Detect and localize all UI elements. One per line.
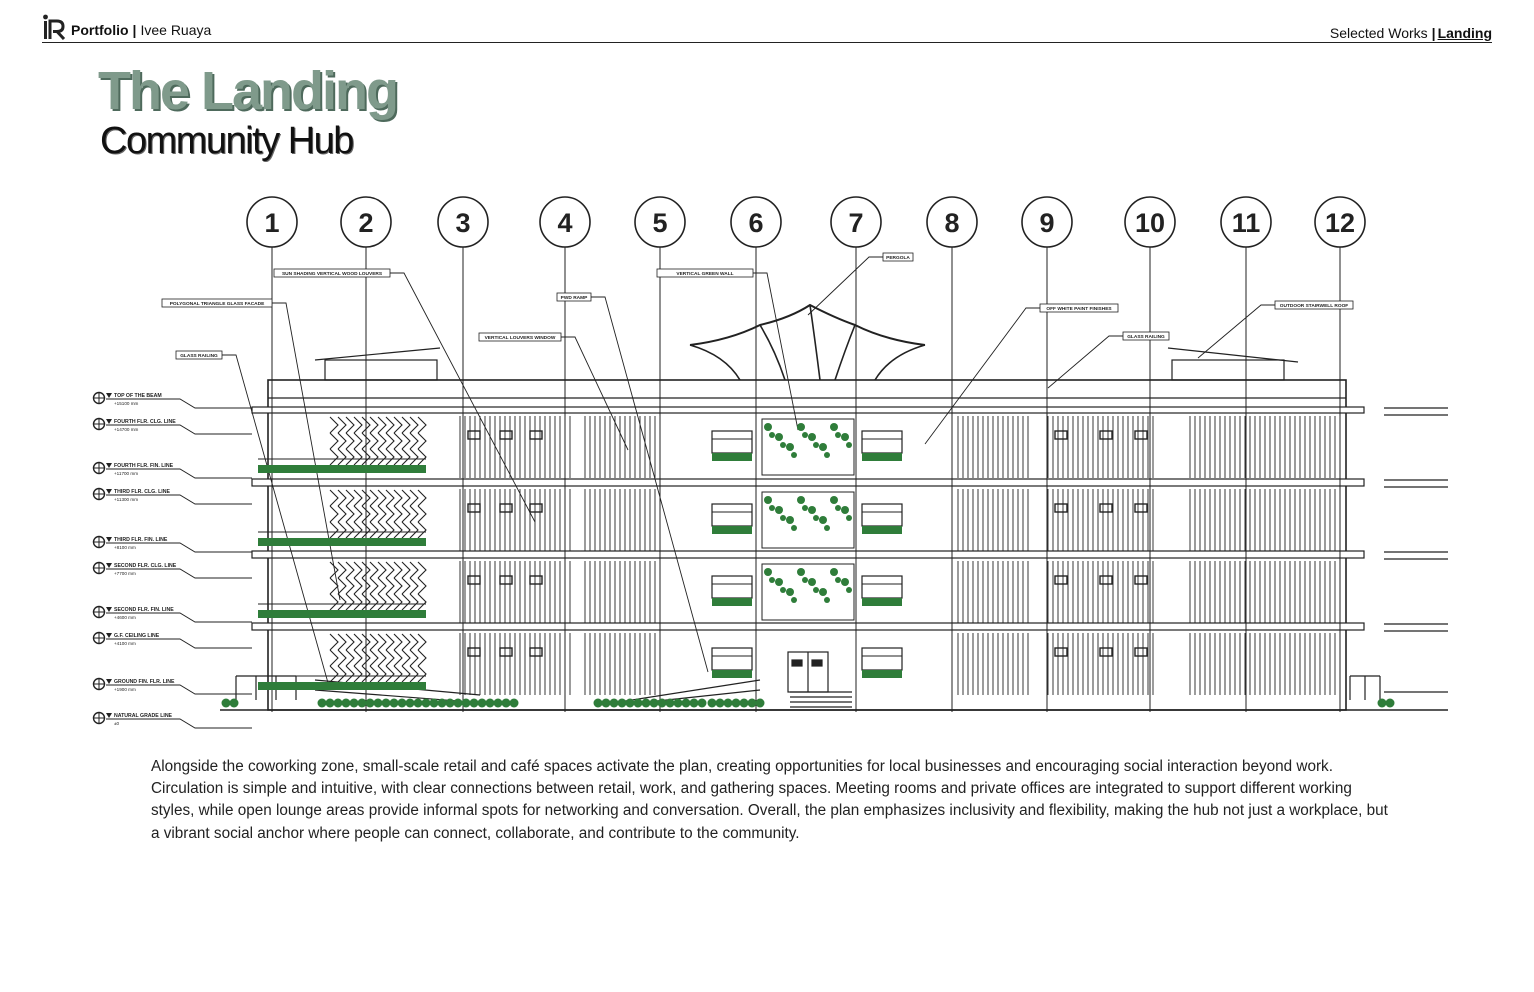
window xyxy=(712,431,752,453)
level-name: FOURTH FLR. CLG. LINE xyxy=(114,419,176,425)
ground-shrub xyxy=(470,699,479,708)
glass-facade-pattern xyxy=(362,666,378,682)
brand: Portfolio | Ivee Ruaya xyxy=(71,22,212,38)
glass-facade-pattern xyxy=(362,650,378,666)
green-wall-plant xyxy=(786,443,794,451)
glass-facade-pattern xyxy=(394,433,410,449)
brand-author: Ivee Ruaya xyxy=(140,22,212,38)
level-value: +8100 mm xyxy=(114,545,136,550)
ground-shrub xyxy=(642,699,651,708)
green-wall-plant xyxy=(780,442,786,448)
ground-shrub xyxy=(366,699,375,708)
green-wall-plant xyxy=(808,578,816,586)
glass-facade-pattern xyxy=(346,578,362,594)
green-wall-plant xyxy=(769,505,775,511)
green-wall-frame xyxy=(762,419,854,475)
glass-facade-pattern xyxy=(346,449,362,465)
ground-shrub xyxy=(658,699,667,708)
ground-shrub xyxy=(334,699,343,708)
grid-label: 2 xyxy=(358,208,374,238)
level-triangle xyxy=(106,563,112,568)
green-wall-plant xyxy=(819,588,827,596)
green-wall-plant xyxy=(775,433,783,441)
ground-shrub xyxy=(732,699,741,708)
window xyxy=(712,648,752,670)
glass-facade-pattern xyxy=(394,449,410,465)
window xyxy=(862,504,902,526)
level-triangle xyxy=(106,393,112,398)
ground-shrub xyxy=(682,699,691,708)
green-wall-plant xyxy=(835,577,841,583)
ground-shrub xyxy=(666,699,675,708)
green-wall-plant xyxy=(764,568,772,576)
glass-facade-pattern xyxy=(378,490,394,506)
level-name: SECOND FLR. FIN. LINE xyxy=(114,607,174,613)
window-planter xyxy=(862,670,902,678)
glass-facade-pattern xyxy=(410,634,426,650)
balcony-planter xyxy=(258,465,426,473)
green-wall-plant xyxy=(764,423,772,431)
ground-shrub xyxy=(674,699,683,708)
glass-facade-pattern xyxy=(378,578,394,594)
green-wall-plant xyxy=(846,442,852,448)
level-value: +1900 mm xyxy=(114,687,136,692)
level-triangle xyxy=(106,607,112,612)
glass-facade-pattern xyxy=(330,666,346,682)
ground-shrub xyxy=(748,699,757,708)
callout-label: GLASS RAILING xyxy=(180,354,218,359)
glass-facade-pattern xyxy=(330,578,346,594)
green-wall-plant xyxy=(791,525,797,531)
glass-facade-pattern xyxy=(378,666,394,682)
green-wall-plant xyxy=(813,442,819,448)
green-wall-plant xyxy=(786,516,794,524)
glass-facade-pattern xyxy=(330,417,346,433)
glass-facade-pattern xyxy=(394,562,410,578)
ground-shrub xyxy=(358,699,367,708)
ground-shrub xyxy=(626,699,635,708)
green-wall-plant xyxy=(841,578,849,586)
callout-label: VERTICAL GREEN WALL xyxy=(676,272,734,277)
glass-facade-pattern xyxy=(378,634,394,650)
glass-facade-pattern xyxy=(346,634,362,650)
balcony-planter xyxy=(258,610,426,618)
glass-facade-pattern xyxy=(330,594,346,610)
level-triangle xyxy=(106,463,112,468)
ground-shrub xyxy=(618,699,627,708)
window xyxy=(862,431,902,453)
level-name: FOURTH FLR. FIN. LINE xyxy=(114,463,174,469)
glass-facade-pattern xyxy=(378,562,394,578)
balcony-planter xyxy=(258,538,426,546)
glass-facade-pattern xyxy=(362,449,378,465)
ground-shrub xyxy=(454,699,463,708)
louver-window xyxy=(1055,648,1067,656)
callout-leader xyxy=(561,337,628,450)
glass-facade-pattern xyxy=(410,650,426,666)
ground-shrub xyxy=(716,699,725,708)
level-name: GROUND FIN. FLR. LINE xyxy=(114,679,175,685)
green-wall-plant xyxy=(808,433,816,441)
glass-facade-pattern xyxy=(378,594,394,610)
callout-leader xyxy=(808,257,883,315)
ground-shrub xyxy=(342,699,351,708)
ground-shrub xyxy=(690,699,699,708)
window xyxy=(712,576,752,598)
green-wall-plant xyxy=(802,432,808,438)
glass-facade-pattern xyxy=(394,650,410,666)
glass-facade-pattern xyxy=(346,562,362,578)
green-wall-plant xyxy=(830,568,838,576)
glass-facade-pattern xyxy=(394,506,410,522)
level-name: NATURAL GRADE LINE xyxy=(114,713,173,719)
glass-facade-pattern xyxy=(330,449,346,465)
callout-leader xyxy=(1198,305,1275,358)
grid-label: 4 xyxy=(557,208,573,238)
level-triangle xyxy=(106,633,112,638)
level-triangle xyxy=(106,537,112,542)
glass-facade-pattern xyxy=(410,449,426,465)
callout-label: OFF WHITE PAINT FINISHES xyxy=(1046,307,1112,312)
glass-facade-pattern xyxy=(346,490,362,506)
window-planter xyxy=(862,453,902,461)
grid-label: 5 xyxy=(652,208,668,238)
window-planter xyxy=(712,453,752,461)
grid-label: 8 xyxy=(944,208,960,238)
louver-window xyxy=(1055,576,1067,584)
glass-facade-pattern xyxy=(394,634,410,650)
louver-window xyxy=(1100,431,1112,439)
callout-label: SUN SHADING VERTICAL WOOD LOUVERS xyxy=(281,272,383,277)
page-title: The Landing xyxy=(98,61,397,121)
green-wall-plant xyxy=(769,577,775,583)
grid-label: 9 xyxy=(1039,208,1055,238)
ground-shrub xyxy=(708,699,717,708)
green-wall-plant xyxy=(835,432,841,438)
ground-shrub xyxy=(756,699,765,708)
ground-shrub xyxy=(438,699,447,708)
ground-shrub xyxy=(406,699,415,708)
nav-selected-works[interactable]: Selected Works xyxy=(1329,25,1428,41)
glass-facade-pattern xyxy=(394,578,410,594)
ground-shrub xyxy=(430,699,439,708)
green-wall-plant xyxy=(813,587,819,593)
ground-shrub xyxy=(390,699,399,708)
glass-facade-pattern xyxy=(410,417,426,433)
ground-shrub xyxy=(382,699,391,708)
window xyxy=(862,576,902,598)
callout-label: OUTDOOR STAIRWELL ROOF xyxy=(1279,304,1349,309)
glass-facade-pattern xyxy=(362,433,378,449)
glass-facade-pattern xyxy=(346,594,362,610)
green-wall-plant xyxy=(830,423,838,431)
glass-facade-pattern xyxy=(410,578,426,594)
glass-facade-pattern xyxy=(410,666,426,682)
glass-facade-pattern xyxy=(410,433,426,449)
green-wall-plant xyxy=(797,568,805,576)
glass-facade-pattern xyxy=(410,522,426,538)
grid-label: 6 xyxy=(748,208,764,238)
nav-current-page[interactable]: Landing xyxy=(1437,25,1492,41)
callout-label: GLASS RAILING xyxy=(1127,335,1165,340)
glass-facade-pattern xyxy=(378,650,394,666)
ground-shrub xyxy=(698,699,707,708)
grid-label: 1 xyxy=(264,208,280,238)
green-wall-plant xyxy=(819,516,827,524)
ground-shrub xyxy=(1386,699,1395,708)
green-wall-frame xyxy=(762,564,854,620)
ground-shrub xyxy=(650,699,659,708)
ground-shrub xyxy=(446,699,455,708)
louver-window xyxy=(1135,648,1147,656)
green-wall-plant xyxy=(775,578,783,586)
glass-facade-pattern xyxy=(346,506,362,522)
window-planter xyxy=(862,598,902,606)
ground-shrub xyxy=(486,699,495,708)
ground-shrub xyxy=(502,699,511,708)
green-wall-plant xyxy=(780,587,786,593)
level-triangle xyxy=(106,419,112,424)
callout-label: PERGOLA xyxy=(886,256,910,261)
ground-shrub xyxy=(594,699,603,708)
window-planter xyxy=(712,598,752,606)
ground-shrub xyxy=(478,699,487,708)
glass-facade-pattern xyxy=(394,417,410,433)
ground-shrub xyxy=(422,699,431,708)
glass-facade-pattern xyxy=(346,417,362,433)
ground-shrub xyxy=(462,699,471,708)
glass-facade-pattern xyxy=(410,506,426,522)
level-name: THIRD FLR. FIN. LINE xyxy=(114,537,168,543)
level-triangle xyxy=(106,713,112,718)
window-planter xyxy=(862,526,902,534)
level-name: G.F. CEILING LINE xyxy=(114,633,160,639)
glass-facade-pattern xyxy=(362,490,378,506)
level-value: +11300 mm xyxy=(114,497,139,502)
breadcrumb-nav: Selected Works | Landing xyxy=(1329,25,1492,41)
ground-shrub xyxy=(230,699,239,708)
glass-facade-pattern xyxy=(362,506,378,522)
glass-facade-pattern xyxy=(330,490,346,506)
glass-facade-pattern xyxy=(378,433,394,449)
grid-label: 10 xyxy=(1134,208,1166,238)
ground-shrub xyxy=(724,699,733,708)
green-wall-plant xyxy=(797,496,805,504)
green-wall-plant xyxy=(769,432,775,438)
glass-facade-pattern xyxy=(346,522,362,538)
green-wall-plant xyxy=(780,515,786,521)
green-wall-frame xyxy=(762,492,854,548)
green-wall-plant xyxy=(824,452,830,458)
glass-facade-pattern xyxy=(362,634,378,650)
building-elevation-drawing xyxy=(0,190,1534,740)
glass-facade-pattern xyxy=(330,634,346,650)
green-wall-plant xyxy=(841,506,849,514)
page-header xyxy=(42,12,1492,43)
ground-shrub xyxy=(398,699,407,708)
glass-facade-pattern xyxy=(330,650,346,666)
level-name: THIRD FLR. CLG. LINE xyxy=(114,489,170,495)
balcony-planter xyxy=(258,682,426,690)
glass-facade-pattern xyxy=(394,522,410,538)
level-value: +7700 mm xyxy=(114,571,136,576)
glass-facade-pattern xyxy=(330,433,346,449)
glass-facade-pattern xyxy=(378,417,394,433)
window-planter xyxy=(712,670,752,678)
window xyxy=(712,504,752,526)
green-wall-plant xyxy=(791,597,797,603)
green-wall-plant xyxy=(786,588,794,596)
green-wall-plant xyxy=(846,515,852,521)
ground-shrub xyxy=(602,699,611,708)
green-wall-plant xyxy=(791,452,797,458)
louver-window xyxy=(1100,576,1112,584)
glass-facade-pattern xyxy=(362,522,378,538)
level-value: +15100 mm xyxy=(114,401,139,406)
grid-label: 7 xyxy=(848,208,864,238)
green-wall-plant xyxy=(824,525,830,531)
page-subtitle: Community Hub xyxy=(100,120,353,162)
glass-facade-pattern xyxy=(394,666,410,682)
glass-facade-pattern xyxy=(330,506,346,522)
glass-facade-pattern xyxy=(346,433,362,449)
ground-shrub xyxy=(222,699,231,708)
green-wall-plant xyxy=(846,587,852,593)
green-wall-plant xyxy=(830,496,838,504)
glass-facade-pattern xyxy=(330,562,346,578)
grid-label: 3 xyxy=(455,208,471,238)
level-value: +4600 mm xyxy=(114,615,136,620)
ground-shrub xyxy=(318,699,327,708)
glass-facade-pattern xyxy=(362,417,378,433)
ground-shrub xyxy=(510,699,519,708)
ground-shrub xyxy=(634,699,643,708)
green-wall-plant xyxy=(764,496,772,504)
ground-shrub xyxy=(1378,699,1387,708)
glass-facade-pattern xyxy=(394,594,410,610)
level-value: +14700 mm xyxy=(114,427,139,432)
green-wall-plant xyxy=(775,506,783,514)
level-name: SECOND FLR. CLG. LINE xyxy=(114,563,177,569)
louver-window xyxy=(1135,431,1147,439)
louver-window xyxy=(1135,504,1147,512)
level-name: TOP OF THE BEAM xyxy=(114,393,162,399)
ground-shrub xyxy=(740,699,749,708)
window-planter xyxy=(712,526,752,534)
green-wall-plant xyxy=(802,505,808,511)
glass-facade-pattern xyxy=(378,522,394,538)
callout-label: PWD RAMP xyxy=(560,296,588,301)
glass-facade-pattern xyxy=(362,562,378,578)
level-value: +4100 mm xyxy=(114,641,136,646)
callout-label: VERTICAL LOUVERS WINDOW xyxy=(484,336,556,341)
glass-facade-pattern xyxy=(410,490,426,506)
level-value: +11700 mm xyxy=(114,471,139,476)
green-wall-plant xyxy=(835,505,841,511)
ground-shrub xyxy=(374,699,383,708)
glass-facade-pattern xyxy=(346,666,362,682)
green-wall-plant xyxy=(841,433,849,441)
glass-facade-pattern xyxy=(362,594,378,610)
window xyxy=(862,648,902,670)
grid-label: 11 xyxy=(1231,208,1261,238)
glass-facade-pattern xyxy=(394,490,410,506)
ground-shrub xyxy=(350,699,359,708)
level-triangle xyxy=(106,679,112,684)
level-value: ±0 xyxy=(114,721,120,726)
brand-portfolio: Portfolio xyxy=(71,22,129,38)
green-wall-plant xyxy=(819,443,827,451)
louver-window xyxy=(1100,504,1112,512)
louver-window xyxy=(1135,576,1147,584)
glass-facade-pattern xyxy=(330,522,346,538)
level-leader xyxy=(106,719,252,728)
green-wall-plant xyxy=(797,423,805,431)
glass-facade-pattern xyxy=(378,449,394,465)
green-wall-plant xyxy=(802,577,808,583)
green-wall-plant xyxy=(808,506,816,514)
louver-window xyxy=(1055,504,1067,512)
grid-label: 12 xyxy=(1324,208,1356,238)
callout-label: POLYGONAL TRIANGLE GLASS FACADE xyxy=(169,302,265,307)
green-wall-plant xyxy=(824,597,830,603)
ground-shrub xyxy=(414,699,423,708)
description-paragraph: Alongside the coworking zone, small-scale retail and café spaces activate the plan, creating opportunities for local businesses and encouraging social interaction beyond work. Circulation is simple and intuitive, with clear connections between retail, work, and gathering spaces. Meeting rooms and private offices are integrated to support different working styles, while open lounge areas provide informal spots for networking and conversation. Overall, the plan emphasizes inclusivity and flexibility, making the hub not just a workplace, but a vibrant social anchor where people can connect, collaborate, and contribute to the community. xyxy=(151,758,1388,842)
green-wall-plant xyxy=(813,515,819,521)
ground-shrub xyxy=(326,699,335,708)
glass-facade-pattern xyxy=(410,562,426,578)
glass-facade-pattern xyxy=(378,506,394,522)
glass-facade-pattern xyxy=(362,578,378,594)
ir-logo-icon xyxy=(42,14,66,40)
callout-leader xyxy=(222,355,330,690)
louver-window xyxy=(1100,648,1112,656)
ground-shrub xyxy=(494,699,503,708)
glass-facade-pattern xyxy=(346,650,362,666)
louver-window xyxy=(1055,431,1067,439)
level-triangle xyxy=(106,489,112,494)
ground-shrub xyxy=(610,699,619,708)
glass-facade-pattern xyxy=(410,594,426,610)
